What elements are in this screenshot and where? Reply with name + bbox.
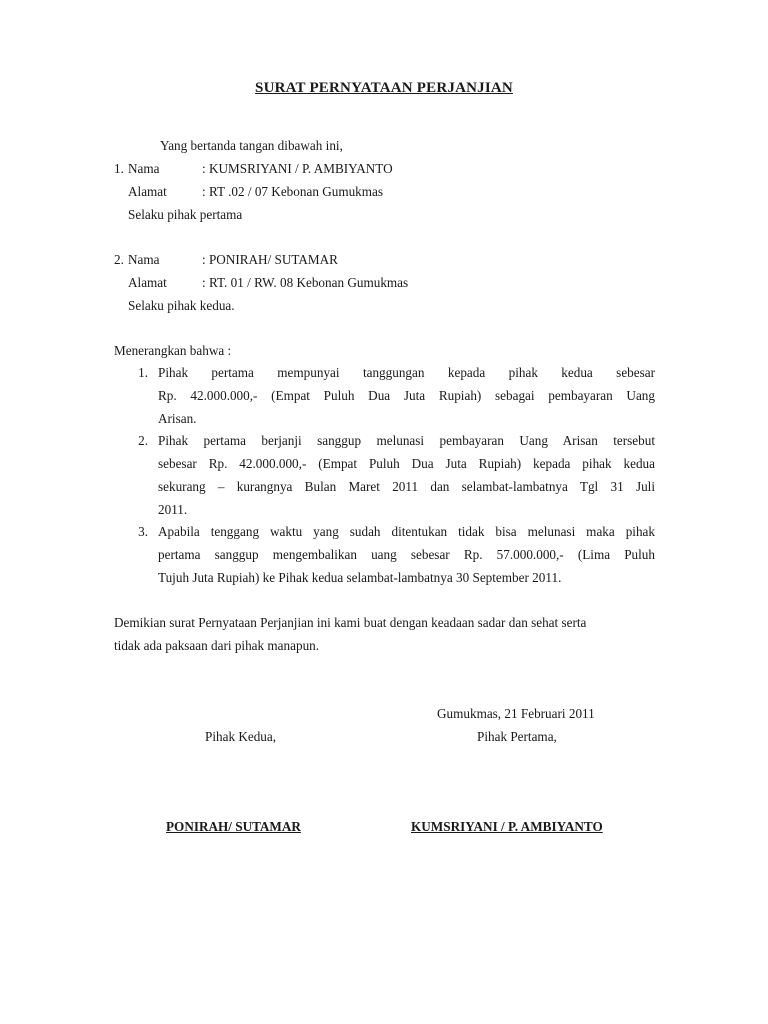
party1-name-label: Nama: [128, 161, 160, 176]
party2-name-label: Nama: [128, 252, 160, 267]
item2-line3: sekurang – kurangnya Bulan Maret 2011 dan selambat-lambatnya Tgl 31 Juli: [158, 479, 655, 494]
item1-line2: Rp. 42.000.000,- (Empat Puluh Dua Juta Rupiah) sebagai pembayaran Uang: [158, 388, 655, 403]
item2-line2: sebesar Rp. 42.000.000,- (Empat Puluh Dua Juta Rupiah) kepada pihak kedua: [158, 456, 655, 471]
statement-intro: Menerangkan bahwa :: [114, 343, 232, 358]
closing-line2: tidak ada paksaan dari pihak manapun.: [114, 638, 320, 653]
party2-address-label: Alamat: [128, 275, 167, 290]
item1-line3: Arisan.: [158, 411, 197, 426]
item3-line1: Apabila tenggang waktu yang sudah ditentukan tidak bisa melunasi maka pihak: [158, 524, 655, 539]
party1-name-value: : KUMSRIYANI / P. AMBIYANTO: [202, 161, 393, 176]
party2-address-value: : RT. 01 / RW. 08 Kebonan Gumukmas: [202, 275, 409, 290]
item1-number: 1.: [138, 365, 148, 380]
signature-right-role: Pihak Pertama,: [477, 729, 557, 744]
party1-number: 1.: [114, 161, 124, 176]
closing-line1: Demikian surat Pernyataan Perjanjian ini kami buat dengan keadaan sadar dan sehat serta: [114, 615, 587, 630]
item3-line3: Tujuh Juta Rupiah) ke Pihak kedua selambat-lambatnya 30 September 2011.: [158, 570, 562, 585]
signature-left-name: PONIRAH/ SUTAMAR: [166, 819, 301, 834]
item3-number: 3.: [138, 524, 148, 539]
party2-role: Selaku pihak kedua.: [128, 298, 235, 313]
item2-line4: 2011.: [158, 502, 188, 517]
opening-line: Yang bertanda tangan dibawah ini,: [160, 138, 343, 153]
item1-line1: Pihak pertama mempunyai tanggungan kepada pihak kedua sebesar: [158, 365, 655, 380]
party2-number: 2.: [114, 252, 124, 267]
item2-line1: Pihak pertama berjanji sanggup melunasi pembayaran Uang Arisan tersebut: [158, 433, 655, 448]
party1-role: Selaku pihak pertama: [128, 207, 243, 222]
place-date: Gumukmas, 21 Februari 2011: [437, 706, 595, 721]
party1-address-label: Alamat: [128, 184, 167, 199]
signature-left-role: Pihak Kedua,: [205, 729, 277, 744]
party1-address-value: : RT .02 / 07 Kebonan Gumukmas: [202, 184, 384, 199]
item3-line2: pertama sanggup mengembalikan uang sebesar Rp. 57.000.000,- (Lima Puluh: [158, 547, 655, 562]
document-title: SURAT PERNYATAAN PERJANJIAN: [255, 80, 513, 96]
signature-right-name: KUMSRIYANI / P. AMBIYANTO: [411, 819, 603, 834]
party2-name-value: : PONIRAH/ SUTAMAR: [202, 252, 338, 267]
item2-number: 2.: [138, 433, 148, 448]
